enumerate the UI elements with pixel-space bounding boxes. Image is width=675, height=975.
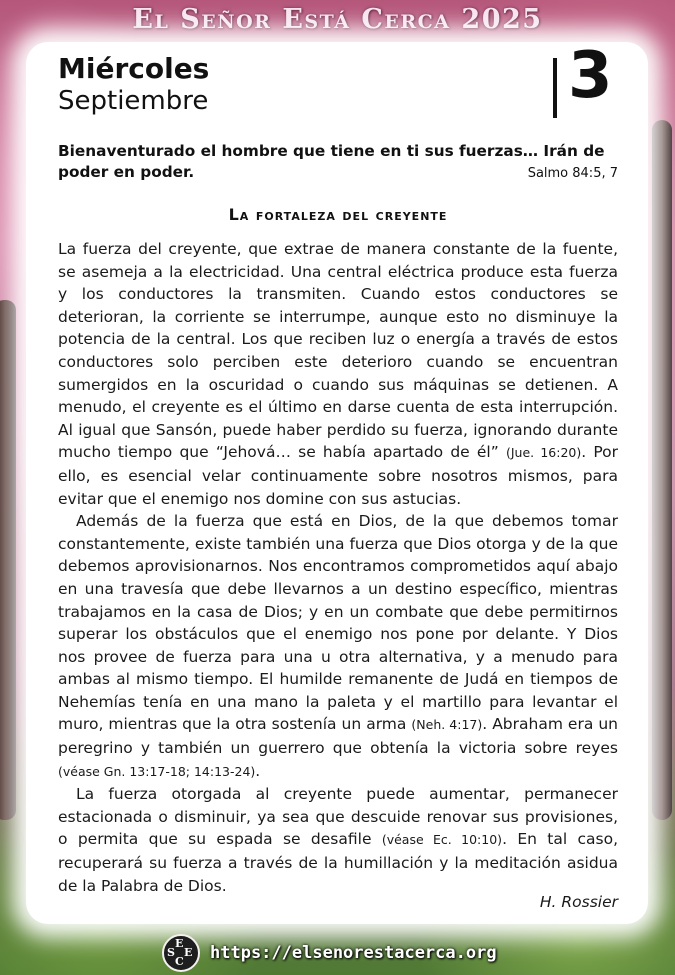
- verse-text: Bienaventurado el hombre que tiene en ti sus fuerzas… Irán de poder en poder.: [58, 142, 605, 181]
- author: H. Rossier: [539, 893, 618, 911]
- paragraph-1: [58, 238, 618, 510]
- paragraph-text: . Por ello, es esencial velar continuamente sobre nosotros mismos, para evitar que el enemigo nos domine con sus astucias.: [58, 443, 618, 508]
- scripture-reference: (Jue. 16:20): [505, 445, 582, 461]
- paragraph-text: . Abraham era un peregrino y también un guerrero que obtenía la victoria sobre reyes: [58, 715, 619, 758]
- logo-letter: C: [175, 955, 184, 968]
- paragraph-3: [58, 783, 618, 897]
- article-title: La fortaleza del creyente: [228, 205, 448, 224]
- weekday: Miércoles: [58, 52, 210, 85]
- month: Septiembre: [58, 86, 209, 116]
- publication-title: El Señor Está Cerca 2025: [132, 4, 543, 35]
- logo-letter: E: [175, 937, 184, 950]
- background-trunk-left: [0, 300, 16, 820]
- paragraph-text: La fuerza del creyente, que extrae de manera constante de la fuente, se asemeja a la electricidad. Una central eléctrica produce esta fuerza y los conductores la transmiten. Cuando estos conductores se deterioran, la corriente se interrumpe, aunque esto no disminuye la potencia de la central. Los que reciben luz o energía a través de estos conductores solo perciben este deterioro cuando se encuentran sumergidos en la oscuridad o cuando sus máquinas se detienen. A menudo, el creyente es el último en darse cuenta de esta interrupción. Al igual que Sansón, puede haber perdido su fuerza, ignorando durante mucho tiempo que “Jehová… se había apartado de él”: [58, 240, 618, 462]
- verse-reference: Salmo 84:5, 7: [527, 166, 618, 181]
- website-link[interactable]: https://elsenorestacerca.org: [210, 943, 497, 963]
- key-verse: [58, 141, 618, 184]
- scripture-reference: (véase Ec. 10:10): [381, 832, 503, 848]
- scripture-reference: (Neh. 4:17): [411, 717, 483, 733]
- background-trunk-right: [652, 120, 672, 820]
- paragraph-text: Además de la fuerza que está en Dios, de la que debemos tomar constantemente, existe también una fuerza que Dios otorga y de la que debemos aprovisionarnos. Nos encontramos comprometidos aquí abajo en una travesía que debe llevarnos a un destino específico, mientras trabajamos en la casa de Dios; y en un combate que debe permitirnos superar los obstáculos que el enemigo nos pone por delante. Y Dios nos provee de fuerza para una u otra alternativa, y a menudo para ambas al mismo tiempo. El humilde remanente de Judá en tiempos de Nehemías tenía en una mano la paleta y el martillo para levantar el muro, mientras que la otra sostenía un arma: [58, 512, 618, 734]
- paragraph-2: [58, 510, 618, 783]
- paragraph-text: .: [255, 761, 261, 780]
- logo-letter: E: [184, 946, 193, 959]
- site-logo: [162, 934, 200, 972]
- paragraph-text: . En tal caso, recuperará su fuerza a través de la humillación y la meditación asidua de la Palabra de Dios.: [58, 830, 618, 895]
- paragraph-text: La fuerza otorgada al creyente puede aumentar, permanecer estacionada o disminuir, ya sea que descuide renovar sus provisiones, o permita que su espada se desafile: [58, 785, 618, 849]
- day-number: 3: [568, 39, 613, 113]
- footer: [162, 935, 497, 971]
- article-body: [58, 238, 618, 897]
- date-divider: [553, 58, 557, 118]
- logo-letter: S: [167, 946, 175, 959]
- scripture-reference: (véase Gn. 13:17-18; 14:13-24): [58, 763, 256, 779]
